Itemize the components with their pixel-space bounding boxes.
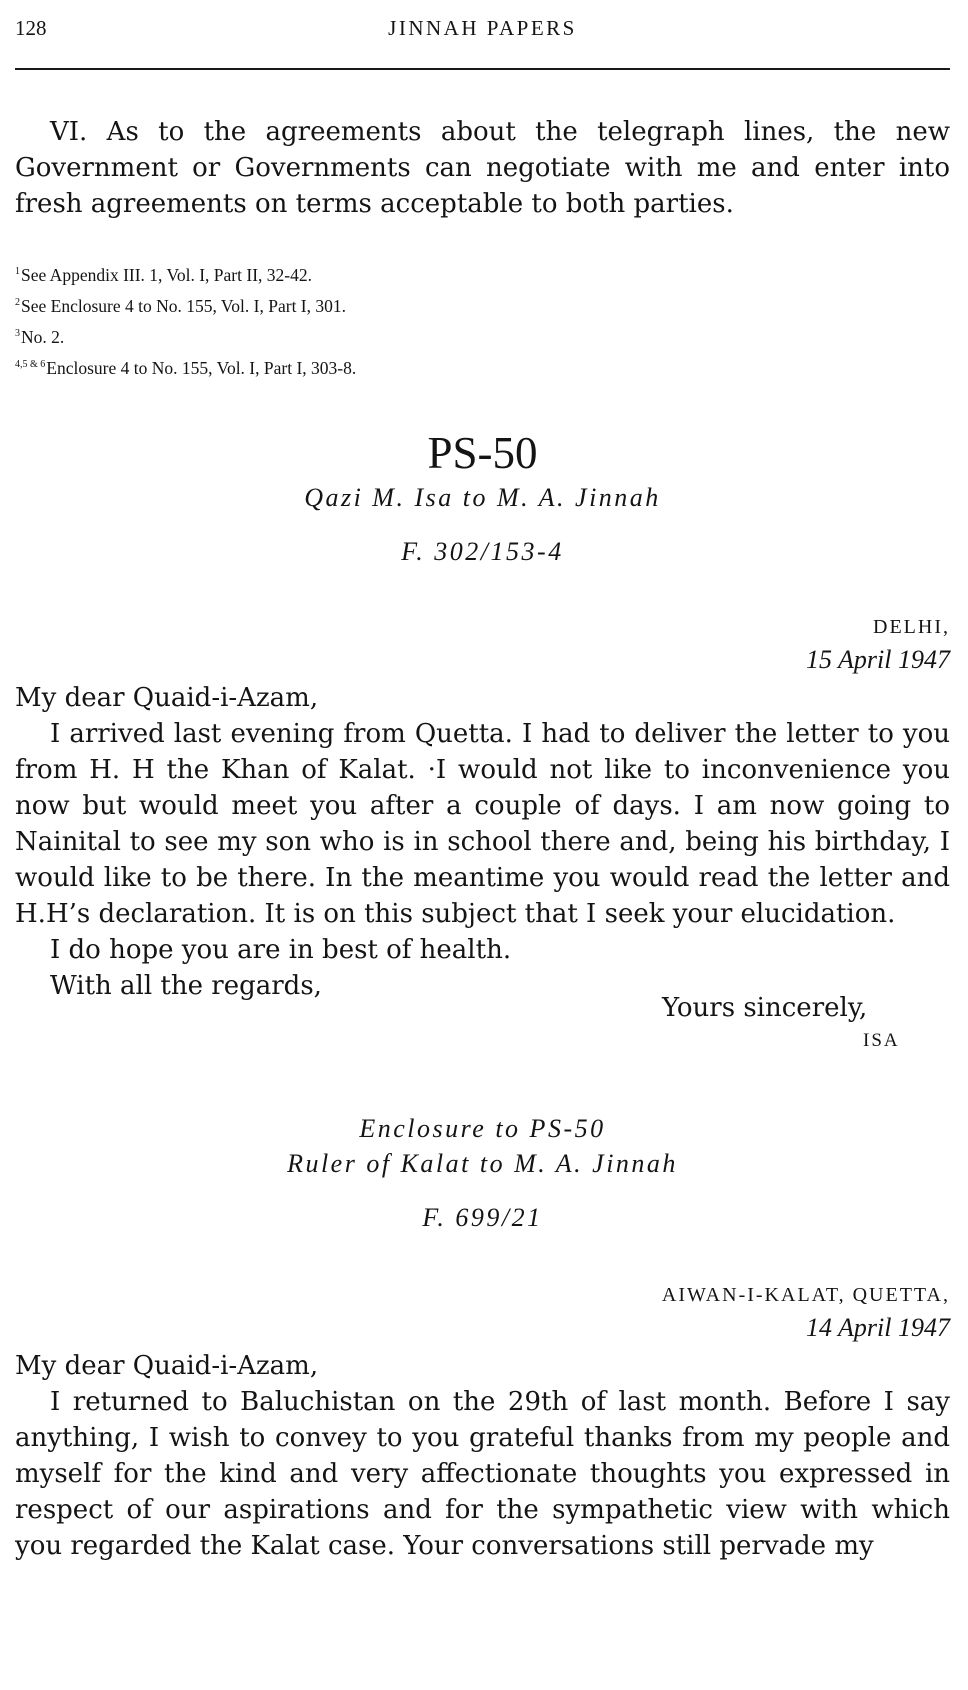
letter-place: DELHI, [873, 616, 950, 638]
footnote: $^1$See Appendix III. 1, Vol. I, Part II, 32-42. [15, 265, 312, 285]
page-number: 128 [15, 16, 47, 40]
enclosure-paragraph: I returned to Baluchistan on the 29th of last month. Before I say anything, I wish to convey to you grateful thanks from my people and myself for the kind and very affectionate thoughts you expressed in respect of our aspirations and for the sympathetic view with which you regarded the Kalat case. Your conversations still pervade my [15, 1387, 950, 1561]
enclosure-file-ref: F. 699/21 [422, 1203, 543, 1232]
enclosure-body [15, 1384, 950, 1564]
footnotes [15, 258, 950, 382]
letter-body [15, 716, 950, 1004]
letter-date: 15 April 1947 [806, 645, 950, 674]
letter-signature: ISA [863, 1030, 900, 1051]
letter-salutation: My dear Quaid-i-Azam, [15, 683, 319, 713]
footnote: $^{4,5 \& 6}$Enclosure 4 to No. 155, Vol. I, Part I, 303-8. [15, 358, 357, 378]
continuation-paragraph: VI. As to the agreements about the telegraph lines, the new Government or Governments can negotiate with me and enter into fresh agreements on terms acceptable to both parties. [15, 117, 950, 219]
enclosure-correspondents: Ruler of Kalat to M. A. Jinnah [287, 1149, 678, 1178]
enclosure-date: 14 April 1947 [806, 1313, 950, 1342]
letter-paragraph: I do hope you are in best of health. [50, 935, 512, 965]
enclosure-salutation: My dear Quaid-i-Azam, [15, 1351, 319, 1381]
running-head [15, 16, 950, 46]
enclosure-label: Enclosure to PS-50 [359, 1114, 606, 1143]
letter-closing: Yours sincerely, [662, 993, 868, 1023]
continuation-block [15, 114, 950, 222]
document-correspondents: Qazi M. Isa to M. A. Jinnah [304, 483, 661, 512]
enclosure-place: AIWAN-I-KALAT, QUETTA, [661, 1284, 950, 1306]
document-file-ref: F. 302/153-4 [401, 537, 564, 566]
document-number: PS-50 [427, 428, 538, 478]
header-rule [15, 68, 950, 70]
running-title: JINNAH PAPERS [388, 16, 577, 40]
letter-paragraph: I arrived last evening from Quetta. I had to deliver the letter to you from H. H the Khan of Kalat. ·I would not like to inconvenience you now but would meet you after a couple of days. I am now going to Nainital to see my son who is in school there and, being his birthday, I would like to be there. In the meantime you would read the letter and H.H’s declaration. It is on this subject that I seek your elucidation. [15, 719, 950, 929]
letter-paragraph: With all the regards, [50, 971, 322, 1001]
footnote: $^2$See Enclosure 4 to No. 155, Vol. I, Part I, 301. [15, 296, 347, 316]
footnote: $^3$No. 2. [15, 327, 65, 347]
